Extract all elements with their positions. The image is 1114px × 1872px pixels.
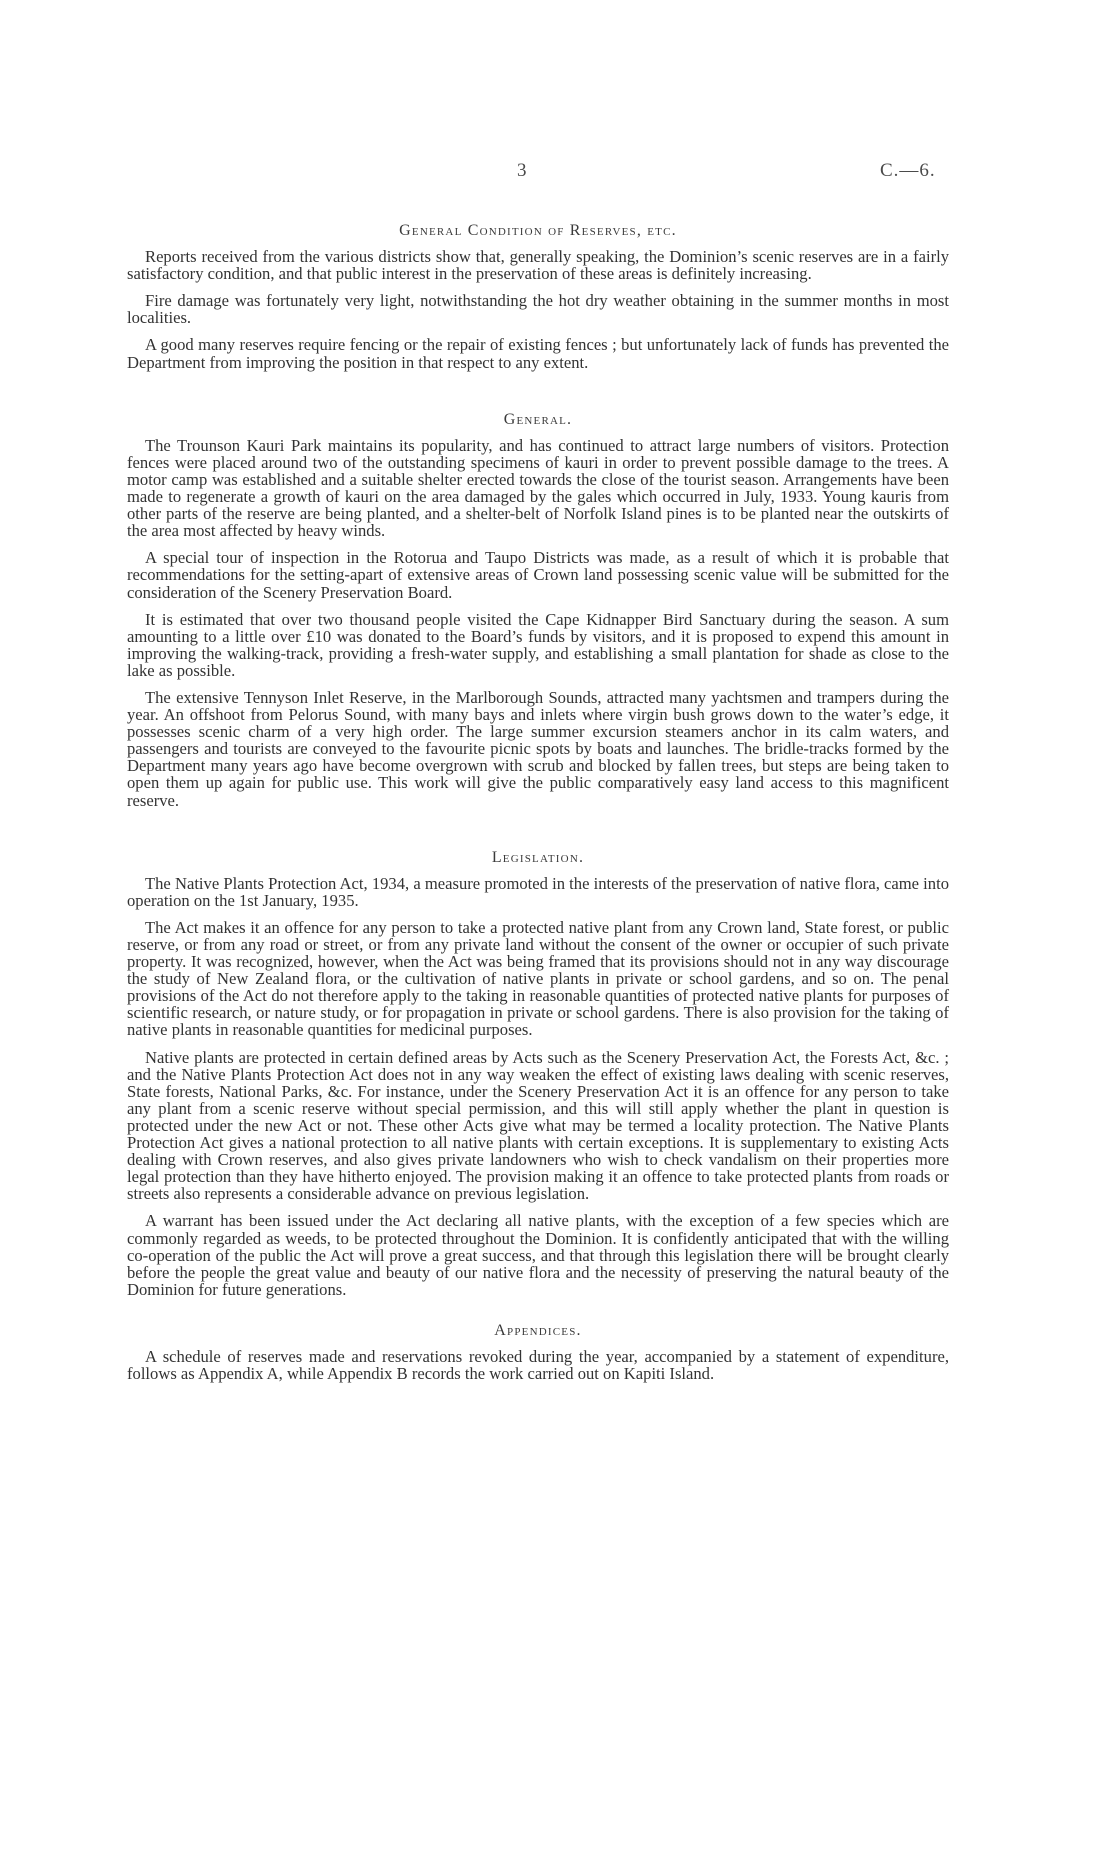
paragraph: Reports received from the various districts show that, generally speaking, the Dominion’s scenic reserves are in a fairly satisfactory condition, and that public interest in the preservation of these areas is definitely increasing.	[127, 247, 949, 284]
paragraph: A schedule of reserves made and reservations revoked during the year, accompanied by a statement of expenditure, follows as Appendix A, while Appendix B records the work carried out on Kapiti Island.	[127, 1346, 949, 1384]
paragraph: It is estimated that over two thousand people visited the Cape Kidnapper Bird Sanctuary during the season. A sum amounting to a little over £10 was donated to the Board’s funds by visitors, and it is proposed to expend this amount in improving the walking-track, providing a fresh-water supply, and establishing a small plantation for shade as close to the lake as possible.	[127, 609, 949, 680]
section-general	[127, 411, 949, 809]
section-heading: Legislation.	[491, 848, 585, 866]
paragraph: The Native Plants Protection Act, 1934, a measure promoted in the interests of the preservation of native flora, came into operation on the 1st January, 1935.	[127, 873, 949, 910]
paragraph: A special tour of inspection in the Rotorua and Taupo Districts was made, as a result of which it is probable that recommendations for the setting-apart of extensive areas of Crown land possessing scenic value will be submitted for the consideration of the Scenery Preservation Board.	[127, 548, 949, 602]
paragraph: A good many reserves require fencing or the repair of existing fences ; but unfortunately lack of funds has prevented the Department from improving the position in that respect to any extent.	[127, 335, 949, 372]
page-header	[0, 160, 1114, 186]
document-reference: C.—6.	[880, 160, 936, 181]
section-appendices	[127, 1322, 949, 1382]
paragraph: Native plants are protected in certain defined areas by Acts such as the Scenery Preservation Act, the Forests Act, &c. ; and the Native Plants Protection Act does not in any way weaken the effect of existing laws dealing with scenic reserves, State forests, National Parks, &c. For instance, under the Scenery Preservation Act it is an offence for any person to take any plant from a scenic reserve without special permission, and this will still apply whether the plant in question is protected under the new Act or not. These other Acts give what may be termed a locality protection. The Native Plants Protection Act gives a national protection to all native plants with certain exceptions. It is supplementary to existing Acts dealing with Crown reserves, and also gives private landowners who wish to check vandalism on their properties more legal protection than they have hitherto enjoyed. The provision making it an offence to take protected plants from roads or streets also represents a considerable advance on previous legislation.	[127, 1047, 949, 1204]
section-heading: General Condition of Reserves, etc.	[399, 222, 677, 239]
document-body	[127, 222, 949, 1392]
paragraph: The Act makes it an offence for any person to take a protected native plant from any Crown land, State forest, or public reserve, or from any road or street, or from any private land without the consent of the owner or occupier of such private property. It was recognized, however, when the Act was being framed that its provisions should not in any way discourage the study of New Zealand flora, or the cultivation of native plants in private or school gardens, and so on. The penal provisions of the Act do not therefore apply to the taking in reasonable quantities of protected native plants for purposes of scientific research, or nature study, or for propagation in private or school gardens. There is also provision for the taking of native plants in reasonable quantities for medicinal purposes.	[127, 917, 949, 1040]
paragraph: A warrant has been issued under the Act declaring all native plants, with the exception of a few species which are commonly regarded as weeds, to be protected throughout the Dominion. It is confidently anticipated that with the willing co-operation of the public the Act will prove a great success, and that through this legislation there will be brought clearly before the people the great value and beauty of our native flora and the necessity of preserving the natural beauty of the Dominion for future generations.	[127, 1211, 949, 1299]
section-general-condition	[127, 222, 949, 371]
section-legislation	[127, 849, 949, 1298]
page-number: 3	[517, 160, 527, 181]
paragraph: The Trounson Kauri Park maintains its popularity, and has continued to attract large numbers of visitors. Protection fences were placed around two of the outstanding specimens of kauri in order to prevent possible damage to the trees. A motor camp was established and a suitable shelter erected towards the close of the tourist season. Arrangements have been made to regenerate a growth of kauri on the area damaged by the gales which occurred in July, 1933. Young kauris from other parts of the reserve are being planted, and a shelter-belt of Norfolk Island pines is to be planted near the outskirts of the area most affected by heavy winds.	[127, 435, 949, 541]
paragraph: Fire damage was fortunately very light, notwithstanding the hot dry weather obtaining in the summer months in most localities.	[127, 291, 949, 328]
section-heading: General.	[503, 410, 573, 428]
paragraph: The extensive Tennyson Inlet Reserve, in the Marlborough Sounds, attracted many yachtsmen and trampers during the year. An offshoot from Pelorus Sound, with many bays and inlets where virgin bush grows down to the water’s edge, it possesses scenic charm of a very high order. The large summer excursion steamers anchor in its calm waters, and passengers and tourists are conveyed to the favourite picnic spots by boats and launches. The bridle-tracks formed by the Department many years ago have become overgrown with scrub and blocked by fallen trees, but steps are being taken to open them up again for public use. This work will give the public comparatively easy land access to this magnificent reserve.	[127, 687, 949, 810]
section-heading: Appendices.	[494, 1321, 582, 1339]
